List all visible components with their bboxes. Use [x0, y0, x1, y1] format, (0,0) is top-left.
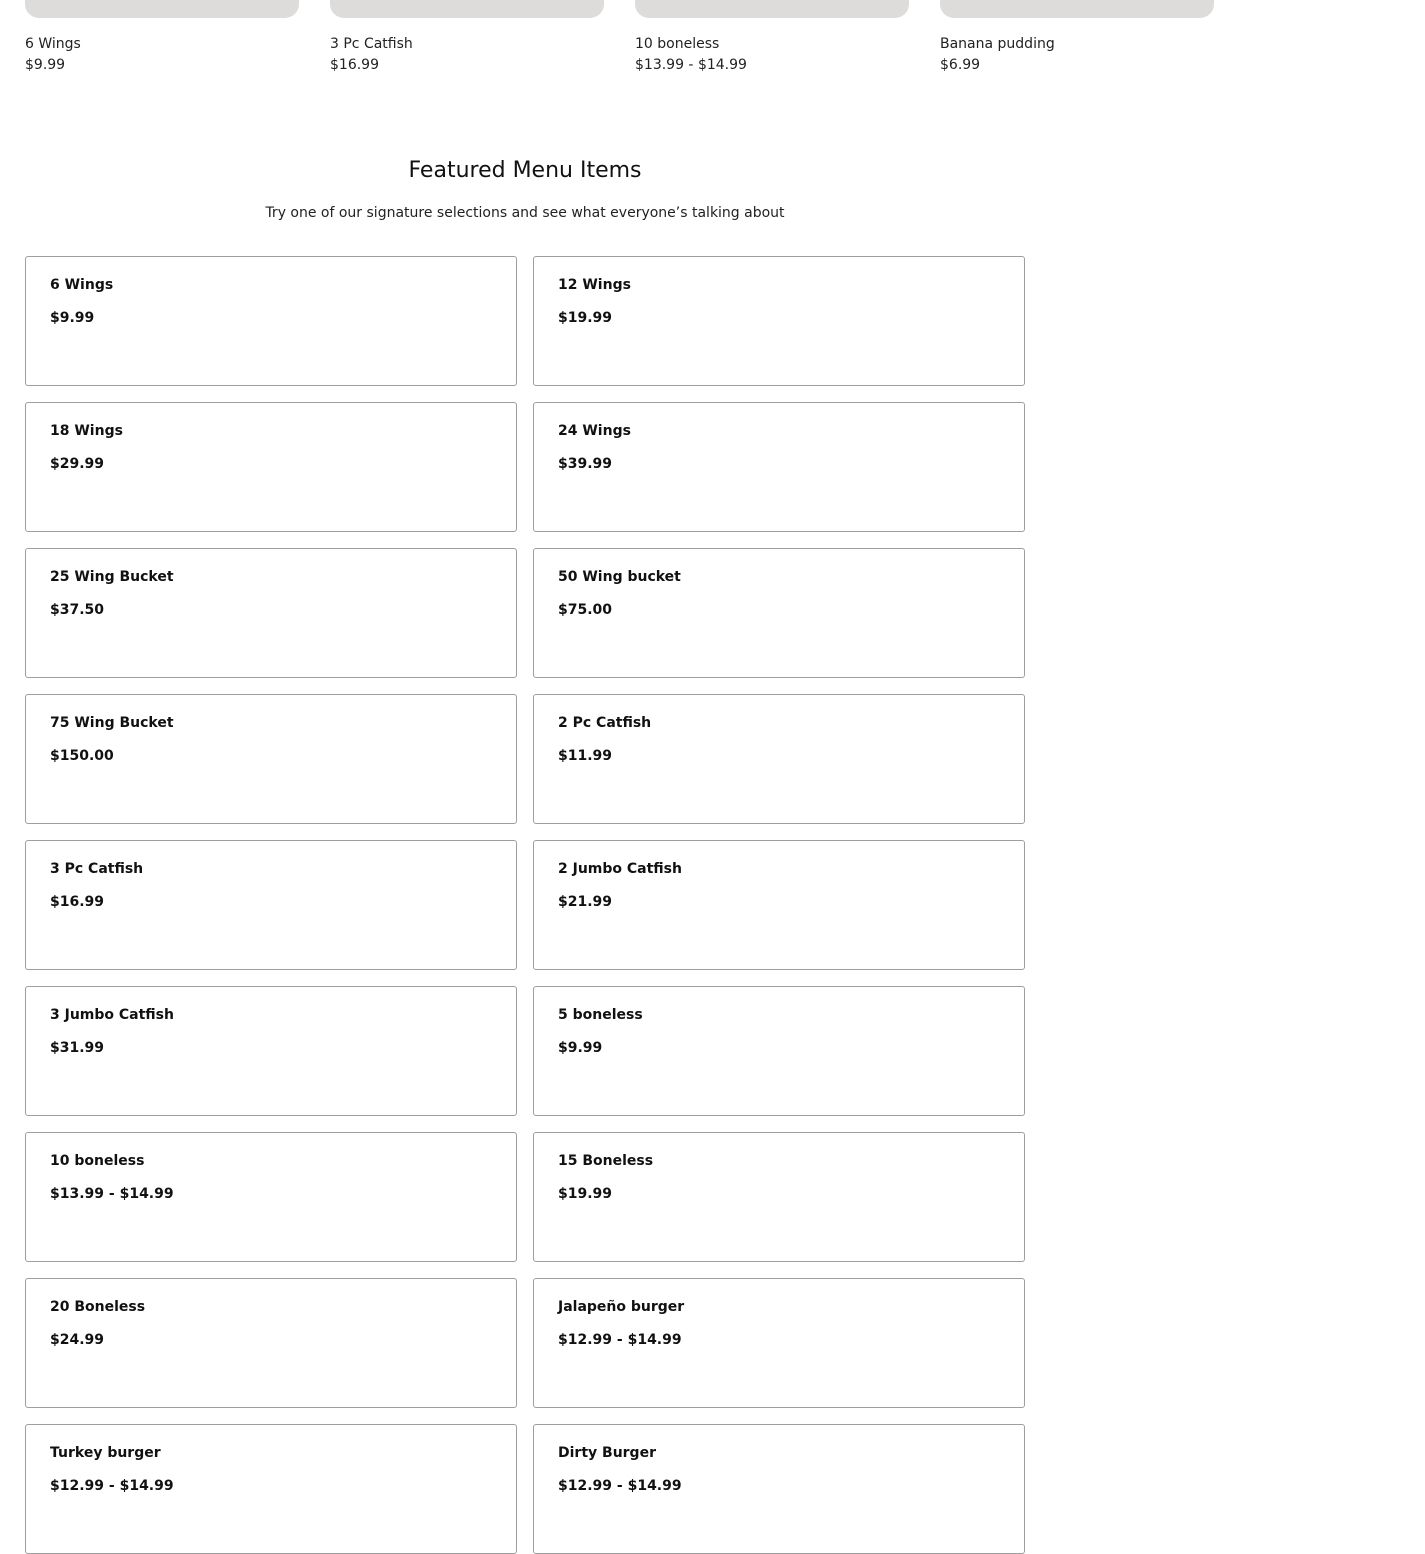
- carousel-item-name: 10 boneless: [635, 36, 720, 52]
- carousel-item[interactable]: [940, 0, 1214, 80]
- menu-item-price: $21.99: [558, 894, 613, 910]
- menu-item-name: 24 Wings: [558, 423, 631, 439]
- menu-item-card[interactable]: [533, 986, 1025, 1116]
- menu-item-name: 20 Boneless: [50, 1299, 146, 1315]
- menu-item-name: 2 Jumbo Catfish: [558, 861, 682, 877]
- menu-item-price: $12.99 - $14.99: [558, 1478, 682, 1494]
- carousel-item-price: $9.99: [25, 57, 66, 73]
- menu-item-name: Dirty Burger: [558, 1445, 656, 1461]
- menu-item-price: $9.99: [558, 1040, 603, 1056]
- menu-item-card[interactable]: [533, 548, 1025, 678]
- item-image: [940, 0, 1214, 18]
- menu-item-price: $75.00: [558, 602, 613, 618]
- menu-item-price: $24.99: [50, 1332, 105, 1348]
- menu-item-name: 3 Jumbo Catfish: [50, 1007, 174, 1023]
- carousel-item-name: 3 Pc Catfish: [330, 36, 413, 52]
- carousel-item[interactable]: [330, 0, 604, 80]
- menu-item-card[interactable]: [533, 694, 1025, 824]
- menu-carousel[interactable]: [25, 0, 1055, 80]
- menu-item-name: 50 Wing bucket: [558, 569, 681, 585]
- menu-item-card[interactable]: [533, 1278, 1025, 1408]
- menu-item-price: $39.99: [558, 456, 613, 472]
- item-image: [25, 0, 299, 18]
- menu-item-price: $19.99: [558, 1186, 613, 1202]
- menu-item-card[interactable]: [25, 1278, 517, 1408]
- menu-item-name: 75 Wing Bucket: [50, 715, 174, 731]
- menu-item-price: $16.99: [50, 894, 105, 910]
- menu-item-price: $37.50: [50, 602, 105, 618]
- menu-item-price: $29.99: [50, 456, 105, 472]
- menu-item-name: Turkey burger: [50, 1445, 161, 1461]
- menu-item-name: 6 Wings: [50, 277, 114, 293]
- item-image: [635, 0, 909, 18]
- menu-item-price: $9.99: [50, 310, 95, 326]
- menu-item-price: $13.99 - $14.99: [50, 1186, 174, 1202]
- menu-item-price: $150.00: [50, 748, 114, 764]
- menu-item-card[interactable]: [25, 694, 517, 824]
- menu-item-name: 5 boneless: [558, 1007, 643, 1023]
- menu-item-name: 2 Pc Catfish: [558, 715, 652, 731]
- featured-menu-grid: [25, 256, 1025, 1554]
- menu-item-price: $11.99: [558, 748, 613, 764]
- carousel-item[interactable]: [25, 0, 299, 80]
- menu-item-card[interactable]: [25, 1424, 517, 1554]
- menu-item-price: $31.99: [50, 1040, 105, 1056]
- menu-item-price: $19.99: [558, 310, 613, 326]
- menu-item-name: 10 boneless: [50, 1153, 145, 1169]
- menu-item-card[interactable]: [533, 256, 1025, 386]
- carousel-item-price: $16.99: [330, 57, 379, 73]
- section-subtitle: Try one of our signature selections and see what everyone’s talking about: [265, 205, 785, 221]
- carousel-item-name: Banana pudding: [940, 36, 1055, 52]
- menu-item-card[interactable]: [533, 1132, 1025, 1262]
- carousel-track: [25, 0, 1425, 80]
- menu-item-card[interactable]: [25, 986, 517, 1116]
- section-title: Featured Menu Items: [408, 158, 642, 183]
- menu-item-card[interactable]: [25, 840, 517, 970]
- menu-item-price: $12.99 - $14.99: [558, 1332, 682, 1348]
- menu-item-name: 12 Wings: [558, 277, 631, 293]
- menu-item-card[interactable]: [533, 1424, 1025, 1554]
- carousel-item-price: $6.99: [940, 57, 981, 73]
- menu-item-card[interactable]: [25, 1132, 517, 1262]
- menu-item-name: 3 Pc Catfish: [50, 861, 144, 877]
- menu-item-name: 25 Wing Bucket: [50, 569, 174, 585]
- menu-item-card[interactable]: [25, 402, 517, 532]
- menu-item-card[interactable]: [533, 402, 1025, 532]
- carousel-item-price: $13.99 - $14.99: [635, 57, 747, 73]
- menu-item-name: 18 Wings: [50, 423, 123, 439]
- menu-item-price: $12.99 - $14.99: [50, 1478, 174, 1494]
- carousel-item-name: 6 Wings: [25, 36, 81, 52]
- menu-item-card[interactable]: [533, 840, 1025, 970]
- menu-item-name: 15 Boneless: [558, 1153, 654, 1169]
- carousel-item[interactable]: [635, 0, 909, 80]
- item-image: [330, 0, 604, 18]
- menu-item-card[interactable]: [25, 548, 517, 678]
- menu-item-card[interactable]: [25, 256, 517, 386]
- menu-item-name: Jalapeño burger: [558, 1299, 685, 1315]
